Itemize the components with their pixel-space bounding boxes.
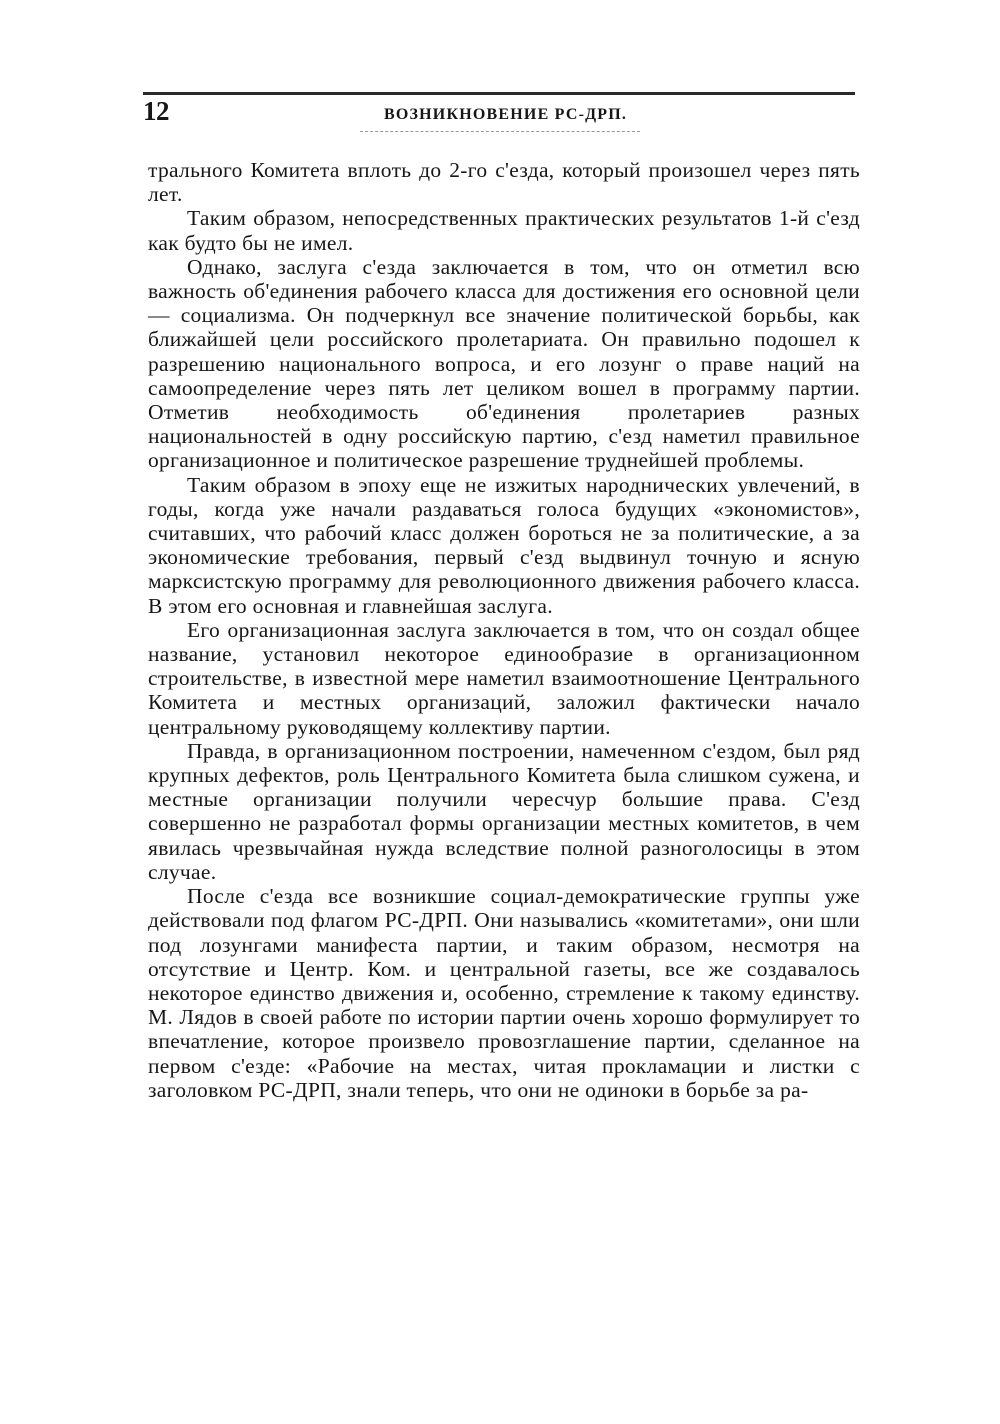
paragraph: трального Комитета вплоть до 2-го с'езда, который произошел через пять лет.	[148, 158, 860, 207]
body-text	[148, 158, 860, 1102]
running-title: ВОЗНИКНОВЕНИЕ РС-ДРП.	[384, 106, 628, 123]
paragraph: Таким образом в эпоху еще не изжитых народнических увлечений, в годы, когда уже начали раздаваться голоса будущих «экономистов», считавших, что рабочий класс должен бороться не за политические, а за экономические требования, первый с'езд выдвинул точную и ясную марксистскую программу для революционного движения рабочего класса. В этом его основная и главнейшая заслуга.	[148, 472, 860, 618]
paragraph: Таким образом, непосредственных практических результатов 1-й с'езд как будто бы не имел.	[148, 206, 860, 255]
paragraph: Правда, в организационном построении, намеченном с'ездом, был ряд крупных дефектов, роль Центрального Комитета была слишком сужена, и местные организации получили чересчур большие права. С'езд совершенно не разработал формы организации местных комитетов, в чем явилась чрезвычайная нужда вследствие полной разноголосицы в этом случае.	[148, 738, 860, 884]
paragraph: Его организационная заслуга заключается в том, что он создал общее название, установил некоторое единообразие в организационном строительстве, в известной мере наметил взаимоотношение Центрального Комитета и местных организаций, заложил фактически начало центральному руководящему коллективу партии.	[148, 617, 860, 739]
header-rule	[143, 92, 855, 95]
paragraph: Однако, заслуга с'езда заключается в том, что он отметил всю важность об'единения рабочего класса для достижения его основной цели — социализма. Он подчеркнул все значение политической борьбы, как ближайшей цели российского пролетариата. Он правильно подошел к разрешению национального вопроса, и его лозунг о праве наций на самоопределение через пять лет целиком вошел в программу партии. Отметив необходимость об'единения пролетариев разных национальностей в одну российскую партию, с'езд наметил правильное организационное и политическое разрешение труднейшей проблемы.	[148, 254, 860, 473]
header-underline	[360, 131, 640, 133]
page-number: 12	[143, 96, 169, 126]
paragraph: После с'езда все возникшие социал-демократические группы уже действовали под флагом РС-ДРП. Они назывались «комитетами», они шли под лозунгами манифеста партии, и таким образом, несмотря на отсутствие и Центр. Ком. и центральной газеты, все же создавалось некоторое единство движения и, особенно, стремление к такому единству. М. Лядов в своей работе по истории партии очень хорошо формулирует то впечатление, которое произвело провозглашение партии, сделанное на первом с'езде: «Рабочие на местах, читая прокламации и листки с заголовком РС-ДРП, знали теперь, что они не одиноки в борьбе за ра-	[148, 884, 860, 1102]
